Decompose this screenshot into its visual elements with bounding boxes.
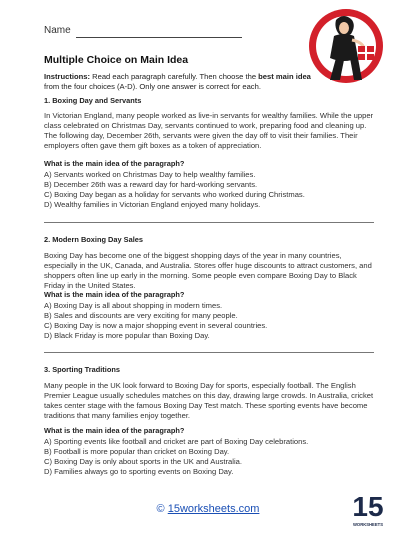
section-3-title: 3. Sporting Traditions — [44, 365, 120, 374]
name-label: Name — [44, 25, 71, 36]
option[interactable]: A) Servants worked on Christmas Day to help wealthy families. — [44, 170, 256, 179]
section-3-options — [44, 437, 374, 477]
section-1-options — [44, 170, 374, 210]
site-link[interactable]: 15worksheets.com — [167, 503, 260, 515]
section-3-question: What is the main idea of the paragraph? — [44, 426, 185, 435]
section-1-question: What is the main idea of the paragraph? — [44, 159, 185, 168]
section-1-paragraph: In Victorian England, many people worked as live-in servants for wealthy families. While the upper class celebrated on Christmas Day, servants continued to work, preparing food and cleaning up. The following day, December 26th, servants were given the day off to visit their families. Their employers often gave them gift boxes as a token of appreciation. — [44, 111, 374, 150]
option[interactable]: C) Boxing Day is now a major shopping event in several countries. — [44, 321, 268, 330]
option[interactable]: B) Sales and discounts are very exciting for many people. — [44, 311, 238, 320]
section-2-question: What is the main idea of the paragraph? — [44, 290, 185, 299]
option[interactable]: D) Black Friday is more popular than Boxing Day. — [44, 331, 210, 340]
badge-number: 15 — [352, 491, 384, 522]
section-divider — [44, 222, 374, 223]
option[interactable]: C) Boxing Day began as a holiday for servants who worked during Christmas. — [44, 190, 305, 199]
section-2-paragraph: Boxing Day has become one of the biggest shopping days of the year in many countries, especially in the UK, Canada, and Australia. Stores offer huge discounts to attract customers, and shoppers often line up early in the morning. Some people even compare Boxing Day to Black Friday in the United States. — [44, 251, 372, 290]
section-1-title: 1. Boxing Day and Servants — [44, 96, 142, 105]
section-divider — [44, 352, 374, 353]
option[interactable]: A) Sporting events like football and cricket are part of Boxing Day celebrations. — [44, 437, 309, 446]
badge-label: WORKSHEETS — [352, 522, 384, 527]
option[interactable]: D) Families always go to sporting events on Boxing Day. — [44, 467, 234, 476]
option[interactable]: B) December 26th was a reward day for hard-working servants. — [44, 180, 258, 189]
instructions — [44, 72, 314, 92]
option[interactable]: D) Wealthy families in Victorian England enjoyed many holidays. — [44, 200, 261, 209]
section-2-title: 2. Modern Boxing Day Sales — [44, 235, 143, 244]
copyright-symbol: © — [156, 503, 165, 515]
page-title: Multiple Choice on Main Idea — [44, 54, 189, 66]
option[interactable]: B) Football is more popular than cricket on Boxing Day. — [44, 447, 230, 456]
instructions-bold: best main idea — [258, 72, 311, 81]
brand-logo — [352, 486, 384, 530]
instructions-text-2: from the four choices (A-D). Only one answer is correct for each. — [44, 82, 261, 91]
option[interactable]: C) Boxing Day is only about sports in the UK and Australia. — [44, 457, 242, 466]
option[interactable]: A) Boxing Day is all about shopping in modern times. — [44, 301, 223, 310]
instructions-text-1: Read each paragraph carefully. Then choose the — [90, 72, 259, 81]
instructions-lead: Instructions: — [44, 72, 90, 81]
woman-with-gift-illustration — [306, 6, 386, 86]
section-3-paragraph: Many people in the UK look forward to Boxing Day for sports, especially football. The English Premier League usually schedules matches on this day, drawing large crowds. In Australia, cricket takes center stage with the famous Boxing Day Test match. These sporting events have become traditions that many families enjoy together. — [44, 381, 374, 420]
section-2-options — [44, 301, 374, 341]
name-line[interactable] — [76, 37, 242, 38]
